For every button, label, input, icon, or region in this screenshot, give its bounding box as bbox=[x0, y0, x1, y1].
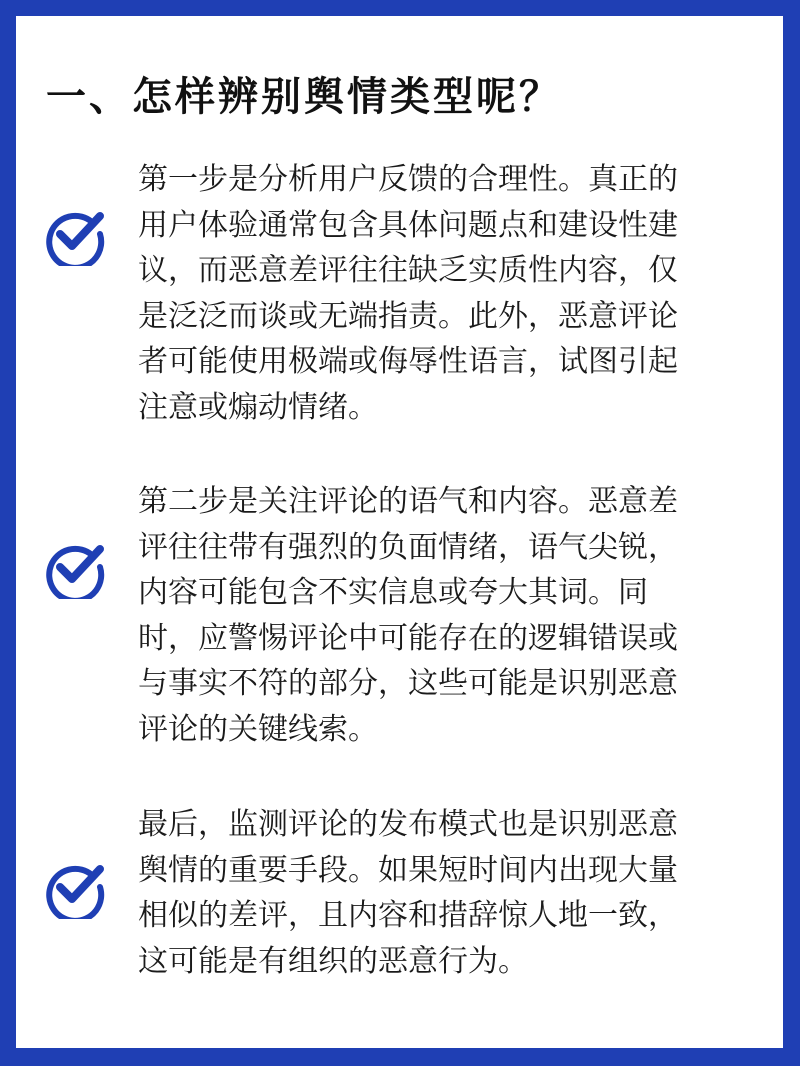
text-line: 这可能是有组织的恶意行为。 bbox=[138, 943, 528, 979]
text-line: 注意或煽动情绪。 bbox=[138, 389, 378, 425]
text-line: 评往往带有强烈的负面情绪，语气尖锐， bbox=[138, 529, 678, 565]
text-line: 评论的关键线索。 bbox=[138, 711, 378, 747]
text-line: 者可能使用极端或侮辱性语言，试图引起 bbox=[138, 344, 678, 379]
text-line: 内容可能包含不实信息或夸大其词。同 bbox=[138, 575, 648, 610]
page-title: 一、怎样辨别舆情类型呢？ bbox=[46, 74, 562, 120]
text-line: 用户体验通常包含具体问题点和建设性建 bbox=[138, 207, 678, 243]
check-circle-icon bbox=[42, 535, 106, 599]
paragraph-step-two bbox=[138, 479, 708, 752]
text-line: 相似的差评，且内容和措辞惊人地一致， bbox=[138, 898, 678, 933]
text-line: 第一步是分析用户反馈的合理性。真正的 bbox=[138, 162, 678, 197]
check-circle-icon bbox=[42, 202, 106, 266]
check-circle-icon bbox=[42, 855, 106, 919]
text-line: 第二步是关注评论的语气和内容。恶意差 bbox=[138, 484, 678, 519]
text-line: 舆情的重要手段。如果短时间内出现大量 bbox=[138, 852, 678, 888]
paragraph-final-step bbox=[138, 802, 708, 984]
text-line: 时，应警惕评论中可能存在的逻辑错误或 bbox=[138, 620, 678, 656]
text-line: 是泛泛而谈或无端指责。此外，恶意评论 bbox=[138, 298, 678, 334]
paragraph-step-one bbox=[138, 157, 708, 430]
text-line: 议，而恶意差评往往缺乏实质性内容，仅 bbox=[138, 253, 678, 288]
text-line: 与事实不符的部分，这些可能是识别恶意 bbox=[138, 666, 678, 701]
text-line: 最后，监测评论的发布模式也是识别恶意 bbox=[138, 807, 678, 842]
